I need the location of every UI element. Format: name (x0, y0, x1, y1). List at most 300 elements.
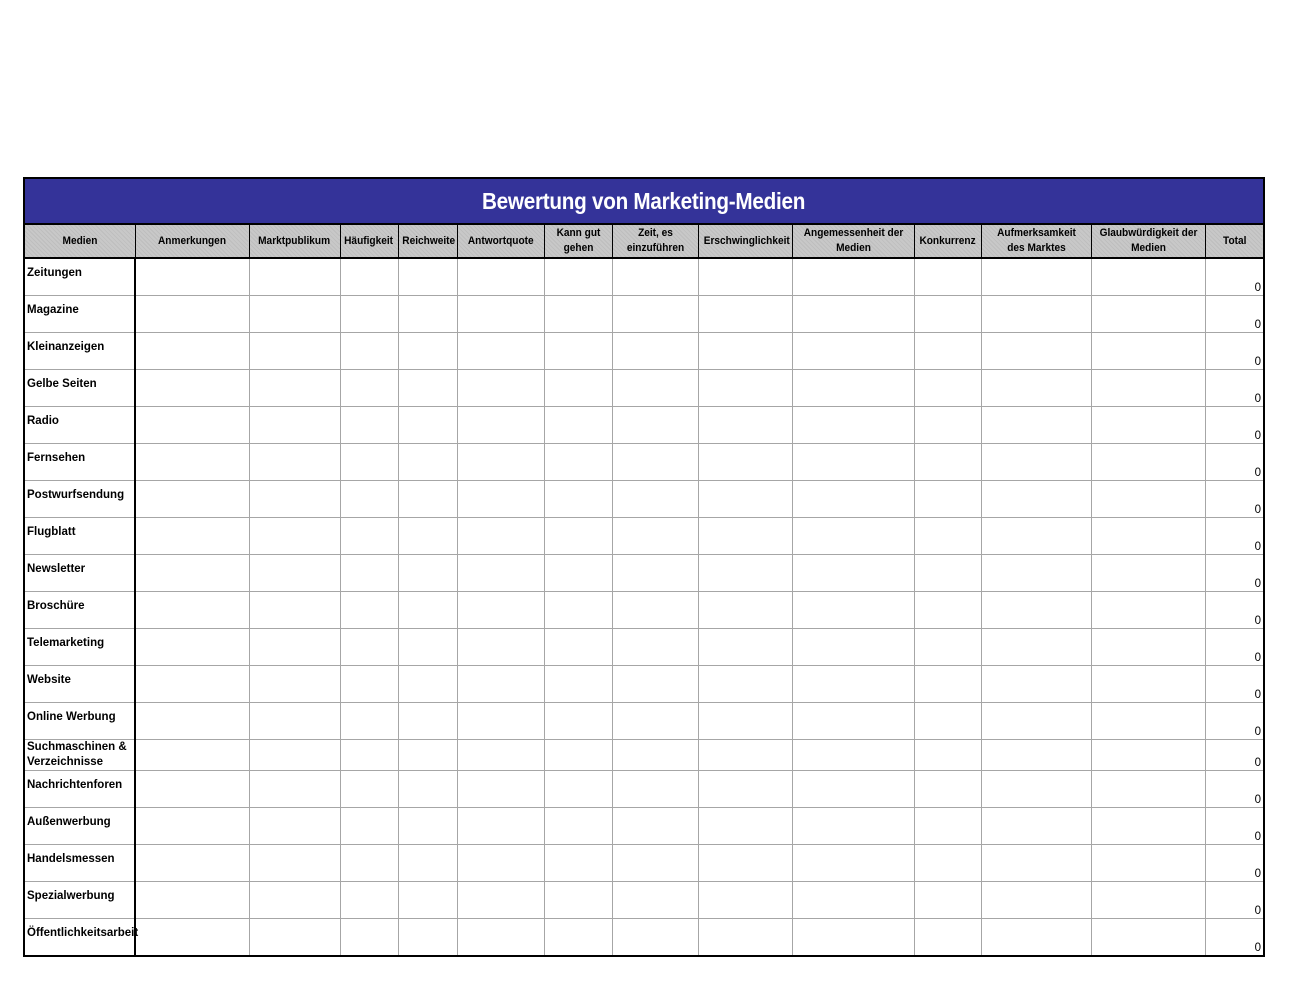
media-name-cell: Radio (25, 407, 135, 444)
table-row (25, 808, 1263, 845)
rating-cell-zeit-einzufuehren[interactable] (612, 258, 698, 296)
rating-cell-haeufigkeit[interactable] (340, 592, 398, 629)
column-header-haeufigkeit[interactable] (340, 225, 398, 258)
rating-cell-antwortquote[interactable] (457, 258, 544, 296)
rating-cell-reichweite[interactable] (398, 481, 457, 518)
total-cell: 0 (1205, 882, 1263, 919)
column-header-label: Marktpublikum (258, 234, 331, 247)
rating-cell-haeufigkeit[interactable] (340, 333, 398, 370)
media-name-cell: Öffentlichkeitsarbeit (25, 919, 135, 956)
rating-cell-anmerkungen[interactable] (135, 882, 249, 919)
rating-cell-haeufigkeit[interactable] (340, 740, 398, 771)
rating-cell-zeit-einzufuehren[interactable] (612, 629, 698, 666)
rating-cell-anmerkungen[interactable] (135, 258, 249, 296)
rating-cell-erschwinglichkeit[interactable] (698, 555, 792, 592)
rating-cell-zeit-einzufuehren[interactable] (612, 555, 698, 592)
rating-cell-antwortquote[interactable] (457, 296, 544, 333)
rating-cell-kann-gut-gehen[interactable] (544, 882, 612, 919)
rating-cell-antwortquote[interactable] (457, 333, 544, 370)
rating-cell-kann-gut-gehen[interactable] (544, 771, 612, 808)
media-name-cell: Handelsmessen (25, 845, 135, 882)
rating-cell-anmerkungen[interactable] (135, 919, 249, 956)
media-evaluation-sheet (23, 177, 1265, 957)
rating-cell-antwortquote[interactable] (457, 845, 544, 882)
rating-cell-zeit-einzufuehren[interactable] (612, 771, 698, 808)
rating-cell-kann-gut-gehen[interactable] (544, 808, 612, 845)
rating-cell-aufmerksamkeit[interactable] (981, 258, 1091, 296)
rating-cell-angemessenheit[interactable] (792, 740, 914, 771)
rating-cell-glaubwuerdigkeit[interactable] (1091, 740, 1205, 771)
rating-cell-aufmerksamkeit[interactable] (981, 629, 1091, 666)
rating-cell-kann-gut-gehen[interactable] (544, 919, 612, 956)
rating-cell-erschwinglichkeit[interactable] (698, 258, 792, 296)
table-row (25, 845, 1263, 882)
column-header-glaubwuerdigkeit[interactable] (1091, 225, 1205, 258)
column-header-label: Aufmerksamkeit des Marktes (996, 227, 1076, 254)
rating-cell-reichweite[interactable] (398, 444, 457, 481)
rating-cell-zeit-einzufuehren[interactable] (612, 518, 698, 555)
rating-cell-angemessenheit[interactable] (792, 518, 914, 555)
rating-cell-reichweite[interactable] (398, 845, 457, 882)
rating-cell-erschwinglichkeit[interactable] (698, 444, 792, 481)
rating-cell-konkurrenz[interactable] (914, 444, 981, 481)
rating-cell-konkurrenz[interactable] (914, 629, 981, 666)
rating-cell-marktpublikum[interactable] (249, 882, 340, 919)
rating-cell-aufmerksamkeit[interactable] (981, 771, 1091, 808)
total-cell: 0 (1205, 592, 1263, 629)
table-row (25, 919, 1263, 956)
sheet-title: Bewertung von Marketing-Medien (482, 187, 806, 214)
media-name-cell: Gelbe Seiten (25, 370, 135, 407)
rating-cell-antwortquote[interactable] (457, 407, 544, 444)
rating-cell-glaubwuerdigkeit[interactable] (1091, 407, 1205, 444)
rating-cell-glaubwuerdigkeit[interactable] (1091, 919, 1205, 956)
rating-cell-angemessenheit[interactable] (792, 370, 914, 407)
rating-cell-marktpublikum[interactable] (249, 407, 340, 444)
rating-cell-marktpublikum[interactable] (249, 845, 340, 882)
rating-cell-reichweite[interactable] (398, 666, 457, 703)
table-row (25, 555, 1263, 592)
rating-cell-aufmerksamkeit[interactable] (981, 845, 1091, 882)
rating-cell-marktpublikum[interactable] (249, 919, 340, 956)
rating-cell-kann-gut-gehen[interactable] (544, 666, 612, 703)
rating-cell-reichweite[interactable] (398, 808, 457, 845)
media-name-cell: Magazine (25, 296, 135, 333)
rating-cell-zeit-einzufuehren[interactable] (612, 444, 698, 481)
rating-cell-reichweite[interactable] (398, 518, 457, 555)
rating-cell-anmerkungen[interactable] (135, 629, 249, 666)
rating-cell-haeufigkeit[interactable] (340, 629, 398, 666)
column-header-anmerkungen[interactable] (135, 225, 249, 258)
rating-cell-antwortquote[interactable] (457, 592, 544, 629)
total-cell: 0 (1205, 740, 1263, 771)
rating-cell-haeufigkeit[interactable] (340, 845, 398, 882)
media-name-cell: Telemarketing (25, 629, 135, 666)
media-name-cell: Flugblatt (25, 518, 135, 555)
rating-cell-erschwinglichkeit[interactable] (698, 845, 792, 882)
table-row (25, 740, 1263, 771)
rating-cell-marktpublikum[interactable] (249, 370, 340, 407)
rating-cell-reichweite[interactable] (398, 882, 457, 919)
rating-cell-aufmerksamkeit[interactable] (981, 555, 1091, 592)
rating-cell-haeufigkeit[interactable] (340, 444, 398, 481)
rating-cell-angemessenheit[interactable] (792, 808, 914, 845)
media-name-cell: Postwurfsendung (25, 481, 135, 518)
rating-cell-antwortquote[interactable] (457, 444, 544, 481)
total-cell: 0 (1205, 703, 1263, 740)
rating-cell-erschwinglichkeit[interactable] (698, 882, 792, 919)
rating-cell-glaubwuerdigkeit[interactable] (1091, 333, 1205, 370)
rating-cell-angemessenheit[interactable] (792, 444, 914, 481)
rating-cell-haeufigkeit[interactable] (340, 703, 398, 740)
rating-cell-erschwinglichkeit[interactable] (698, 481, 792, 518)
rating-cell-reichweite[interactable] (398, 771, 457, 808)
rating-cell-erschwinglichkeit[interactable] (698, 666, 792, 703)
rating-cell-haeufigkeit[interactable] (340, 555, 398, 592)
rating-cell-glaubwuerdigkeit[interactable] (1091, 258, 1205, 296)
table-row (25, 258, 1263, 296)
rating-cell-antwortquote[interactable] (457, 882, 544, 919)
total-cell: 0 (1205, 296, 1263, 333)
rating-cell-angemessenheit[interactable] (792, 555, 914, 592)
rating-cell-konkurrenz[interactable] (914, 845, 981, 882)
rating-cell-anmerkungen[interactable] (135, 370, 249, 407)
rating-cell-angemessenheit[interactable] (792, 258, 914, 296)
rating-cell-aufmerksamkeit[interactable] (981, 444, 1091, 481)
rating-cell-reichweite[interactable] (398, 703, 457, 740)
rating-cell-erschwinglichkeit[interactable] (698, 771, 792, 808)
total-cell: 0 (1205, 481, 1263, 518)
rating-cell-antwortquote[interactable] (457, 740, 544, 771)
rating-cell-erschwinglichkeit[interactable] (698, 518, 792, 555)
total-cell: 0 (1205, 518, 1263, 555)
rating-cell-konkurrenz[interactable] (914, 666, 981, 703)
rating-cell-erschwinglichkeit[interactable] (698, 919, 792, 956)
table-row (25, 296, 1263, 333)
total-cell: 0 (1205, 555, 1263, 592)
column-header-label: Konkurrenz (919, 234, 976, 247)
rating-cell-zeit-einzufuehren[interactable] (612, 592, 698, 629)
rating-cell-marktpublikum[interactable] (249, 444, 340, 481)
rating-cell-reichweite[interactable] (398, 629, 457, 666)
rating-cell-zeit-einzufuehren[interactable] (612, 296, 698, 333)
rating-cell-angemessenheit[interactable] (792, 407, 914, 444)
rating-cell-kann-gut-gehen[interactable] (544, 629, 612, 666)
rating-cell-marktpublikum[interactable] (249, 592, 340, 629)
rating-cell-aufmerksamkeit[interactable] (981, 919, 1091, 956)
rating-cell-antwortquote[interactable] (457, 666, 544, 703)
rating-cell-erschwinglichkeit[interactable] (698, 592, 792, 629)
rating-cell-anmerkungen[interactable] (135, 481, 249, 518)
rating-cell-zeit-einzufuehren[interactable] (612, 370, 698, 407)
rating-cell-erschwinglichkeit[interactable] (698, 740, 792, 771)
rating-cell-glaubwuerdigkeit[interactable] (1091, 808, 1205, 845)
rating-cell-kann-gut-gehen[interactable] (544, 518, 612, 555)
rating-cell-angemessenheit[interactable] (792, 845, 914, 882)
total-cell: 0 (1205, 808, 1263, 845)
total-cell: 0 (1205, 407, 1263, 444)
column-header-kann-gut-gehen[interactable] (544, 225, 612, 258)
table-row (25, 444, 1263, 481)
column-header-label: Reichweite (401, 234, 455, 247)
rating-cell-glaubwuerdigkeit[interactable] (1091, 370, 1205, 407)
column-header-label: Häufigkeit (344, 234, 394, 247)
table-row (25, 703, 1263, 740)
rating-cell-glaubwuerdigkeit[interactable] (1091, 666, 1205, 703)
rating-cell-haeufigkeit[interactable] (340, 771, 398, 808)
rating-cell-marktpublikum[interactable] (249, 703, 340, 740)
column-header-label: Glaubwürdigkeit der Medien (1099, 227, 1197, 254)
media-name-cell: Außenwerbung (25, 808, 135, 845)
rating-cell-anmerkungen[interactable] (135, 333, 249, 370)
rating-cell-angemessenheit[interactable] (792, 882, 914, 919)
total-cell: 0 (1205, 333, 1263, 370)
rating-cell-zeit-einzufuehren[interactable] (612, 481, 698, 518)
column-header-label: Angemessenheit der Medien (803, 227, 903, 254)
rating-cell-erschwinglichkeit[interactable] (698, 296, 792, 333)
rating-cell-reichweite[interactable] (398, 592, 457, 629)
rating-cell-zeit-einzufuehren[interactable] (612, 666, 698, 703)
rating-cell-konkurrenz[interactable] (914, 518, 981, 555)
column-header-aufmerksamkeit[interactable] (981, 225, 1091, 258)
rating-cell-haeufigkeit[interactable] (340, 666, 398, 703)
rating-cell-erschwinglichkeit[interactable] (698, 333, 792, 370)
rating-cell-erschwinglichkeit[interactable] (698, 370, 792, 407)
column-header-konkurrenz[interactable] (914, 225, 981, 258)
rating-cell-marktpublikum[interactable] (249, 481, 340, 518)
rating-cell-marktpublikum[interactable] (249, 771, 340, 808)
rating-cell-aufmerksamkeit[interactable] (981, 481, 1091, 518)
rating-cell-angemessenheit[interactable] (792, 296, 914, 333)
rating-cell-reichweite[interactable] (398, 296, 457, 333)
rating-cell-glaubwuerdigkeit[interactable] (1091, 481, 1205, 518)
rating-cell-antwortquote[interactable] (457, 629, 544, 666)
rating-cell-angemessenheit[interactable] (792, 333, 914, 370)
rating-cell-glaubwuerdigkeit[interactable] (1091, 629, 1205, 666)
rating-cell-zeit-einzufuehren[interactable] (612, 882, 698, 919)
rating-cell-zeit-einzufuehren[interactable] (612, 407, 698, 444)
rating-cell-glaubwuerdigkeit[interactable] (1091, 518, 1205, 555)
table-row (25, 666, 1263, 703)
media-name-cell: Zeitungen (25, 258, 135, 296)
rating-cell-kann-gut-gehen[interactable] (544, 258, 612, 296)
rating-cell-aufmerksamkeit[interactable] (981, 518, 1091, 555)
column-header-zeit-einzufuehren[interactable] (612, 225, 698, 258)
column-header-label: Erschwinglichkeit (703, 234, 790, 247)
column-header-erschwinglichkeit[interactable] (698, 225, 792, 258)
rating-cell-kann-gut-gehen[interactable] (544, 740, 612, 771)
rating-cell-anmerkungen[interactable] (135, 444, 249, 481)
rating-cell-glaubwuerdigkeit[interactable] (1091, 845, 1205, 882)
rating-cell-kann-gut-gehen[interactable] (544, 481, 612, 518)
rating-cell-anmerkungen[interactable] (135, 740, 249, 771)
rating-cell-konkurrenz[interactable] (914, 296, 981, 333)
rating-cell-haeufigkeit[interactable] (340, 407, 398, 444)
rating-cell-konkurrenz[interactable] (914, 258, 981, 296)
evaluation-table (25, 225, 1263, 955)
rating-cell-konkurrenz[interactable] (914, 407, 981, 444)
rating-cell-anmerkungen[interactable] (135, 771, 249, 808)
rating-cell-erschwinglichkeit[interactable] (698, 703, 792, 740)
rating-cell-glaubwuerdigkeit[interactable] (1091, 444, 1205, 481)
column-header-total[interactable] (1205, 225, 1263, 258)
rating-cell-glaubwuerdigkeit[interactable] (1091, 592, 1205, 629)
rating-cell-zeit-einzufuehren[interactable] (612, 919, 698, 956)
rating-cell-reichweite[interactable] (398, 407, 457, 444)
rating-cell-zeit-einzufuehren[interactable] (612, 740, 698, 771)
rating-cell-aufmerksamkeit[interactable] (981, 333, 1091, 370)
rating-cell-konkurrenz[interactable] (914, 592, 981, 629)
rating-cell-marktpublikum[interactable] (249, 258, 340, 296)
rating-cell-aufmerksamkeit[interactable] (981, 370, 1091, 407)
rating-cell-anmerkungen[interactable] (135, 808, 249, 845)
total-cell: 0 (1205, 629, 1263, 666)
rating-cell-angemessenheit[interactable] (792, 703, 914, 740)
rating-cell-angemessenheit[interactable] (792, 919, 914, 956)
rating-cell-glaubwuerdigkeit[interactable] (1091, 771, 1205, 808)
column-header-angemessenheit[interactable] (792, 225, 914, 258)
media-name-cell: Online Werbung (25, 703, 135, 740)
rating-cell-marktpublikum[interactable] (249, 518, 340, 555)
rating-cell-antwortquote[interactable] (457, 518, 544, 555)
rating-cell-angemessenheit[interactable] (792, 666, 914, 703)
rating-cell-kann-gut-gehen[interactable] (544, 592, 612, 629)
column-header-medien[interactable] (25, 225, 135, 258)
rating-cell-marktpublikum[interactable] (249, 333, 340, 370)
rating-cell-aufmerksamkeit[interactable] (981, 296, 1091, 333)
rating-cell-glaubwuerdigkeit[interactable] (1091, 555, 1205, 592)
total-cell: 0 (1205, 370, 1263, 407)
rating-cell-antwortquote[interactable] (457, 555, 544, 592)
rating-cell-angemessenheit[interactable] (792, 481, 914, 518)
media-name-cell: Nachrichtenforen (25, 771, 135, 808)
rating-cell-marktpublikum[interactable] (249, 808, 340, 845)
rating-cell-reichweite[interactable] (398, 370, 457, 407)
rating-cell-antwortquote[interactable] (457, 481, 544, 518)
column-header-label: Antwortquote (467, 234, 534, 247)
rating-cell-antwortquote[interactable] (457, 808, 544, 845)
rating-cell-haeufigkeit[interactable] (340, 808, 398, 845)
rating-cell-konkurrenz[interactable] (914, 919, 981, 956)
rating-cell-anmerkungen[interactable] (135, 666, 249, 703)
rating-cell-kann-gut-gehen[interactable] (544, 555, 612, 592)
column-header-label: Medien (62, 234, 98, 247)
total-cell: 0 (1205, 258, 1263, 296)
rating-cell-antwortquote[interactable] (457, 919, 544, 956)
rating-cell-kann-gut-gehen[interactable] (544, 845, 612, 882)
rating-cell-anmerkungen[interactable] (135, 296, 249, 333)
rating-cell-haeufigkeit[interactable] (340, 518, 398, 555)
rating-cell-zeit-einzufuehren[interactable] (612, 703, 698, 740)
rating-cell-kann-gut-gehen[interactable] (544, 370, 612, 407)
table-row (25, 771, 1263, 808)
rating-cell-aufmerksamkeit[interactable] (981, 882, 1091, 919)
rating-cell-haeufigkeit[interactable] (340, 481, 398, 518)
rating-cell-erschwinglichkeit[interactable] (698, 407, 792, 444)
table-row (25, 481, 1263, 518)
rating-cell-antwortquote[interactable] (457, 703, 544, 740)
rating-cell-aufmerksamkeit[interactable] (981, 666, 1091, 703)
rating-cell-aufmerksamkeit[interactable] (981, 808, 1091, 845)
rating-cell-konkurrenz[interactable] (914, 333, 981, 370)
rating-cell-zeit-einzufuehren[interactable] (612, 333, 698, 370)
rating-cell-kann-gut-gehen[interactable] (544, 296, 612, 333)
rating-cell-glaubwuerdigkeit[interactable] (1091, 296, 1205, 333)
rating-cell-marktpublikum[interactable] (249, 740, 340, 771)
rating-cell-haeufigkeit[interactable] (340, 919, 398, 956)
column-header-marktpublikum[interactable] (249, 225, 340, 258)
rating-cell-glaubwuerdigkeit[interactable] (1091, 703, 1205, 740)
rating-cell-reichweite[interactable] (398, 555, 457, 592)
column-header-antwortquote[interactable] (457, 225, 544, 258)
rating-cell-angemessenheit[interactable] (792, 629, 914, 666)
rating-cell-angemessenheit[interactable] (792, 592, 914, 629)
rating-cell-marktpublikum[interactable] (249, 629, 340, 666)
total-cell: 0 (1205, 919, 1263, 956)
rating-cell-reichweite[interactable] (398, 919, 457, 956)
column-header-reichweite[interactable] (398, 225, 457, 258)
rating-cell-haeufigkeit[interactable] (340, 258, 398, 296)
rating-cell-konkurrenz[interactable] (914, 555, 981, 592)
rating-cell-konkurrenz[interactable] (914, 808, 981, 845)
rating-cell-marktpublikum[interactable] (249, 296, 340, 333)
media-name-cell: Fernsehen (25, 444, 135, 481)
rating-cell-konkurrenz[interactable] (914, 771, 981, 808)
rating-cell-reichweite[interactable] (398, 258, 457, 296)
rating-cell-anmerkungen[interactable] (135, 518, 249, 555)
rating-cell-aufmerksamkeit[interactable] (981, 407, 1091, 444)
rating-cell-haeufigkeit[interactable] (340, 882, 398, 919)
rating-cell-konkurrenz[interactable] (914, 882, 981, 919)
rating-cell-angemessenheit[interactable] (792, 771, 914, 808)
rating-cell-aufmerksamkeit[interactable] (981, 703, 1091, 740)
rating-cell-anmerkungen[interactable] (135, 555, 249, 592)
rating-cell-marktpublikum[interactable] (249, 555, 340, 592)
rating-cell-aufmerksamkeit[interactable] (981, 740, 1091, 771)
rating-cell-kann-gut-gehen[interactable] (544, 333, 612, 370)
sheet-title-bar (25, 179, 1263, 225)
rating-cell-haeufigkeit[interactable] (340, 370, 398, 407)
rating-cell-reichweite[interactable] (398, 333, 457, 370)
rating-cell-anmerkungen[interactable] (135, 407, 249, 444)
rating-cell-marktpublikum[interactable] (249, 666, 340, 703)
table-row (25, 407, 1263, 444)
table-body (25, 258, 1263, 955)
rating-cell-glaubwuerdigkeit[interactable] (1091, 882, 1205, 919)
rating-cell-anmerkungen[interactable] (135, 592, 249, 629)
rating-cell-konkurrenz[interactable] (914, 370, 981, 407)
rating-cell-erschwinglichkeit[interactable] (698, 808, 792, 845)
rating-cell-antwortquote[interactable] (457, 370, 544, 407)
rating-cell-erschwinglichkeit[interactable] (698, 629, 792, 666)
rating-cell-anmerkungen[interactable] (135, 703, 249, 740)
total-cell: 0 (1205, 666, 1263, 703)
rating-cell-konkurrenz[interactable] (914, 740, 981, 771)
rating-cell-haeufigkeit[interactable] (340, 296, 398, 333)
rating-cell-antwortquote[interactable] (457, 771, 544, 808)
rating-cell-reichweite[interactable] (398, 740, 457, 771)
table-row (25, 333, 1263, 370)
rating-cell-zeit-einzufuehren[interactable] (612, 845, 698, 882)
rating-cell-aufmerksamkeit[interactable] (981, 592, 1091, 629)
rating-cell-kann-gut-gehen[interactable] (544, 703, 612, 740)
rating-cell-konkurrenz[interactable] (914, 703, 981, 740)
rating-cell-kann-gut-gehen[interactable] (544, 407, 612, 444)
rating-cell-zeit-einzufuehren[interactable] (612, 808, 698, 845)
rating-cell-anmerkungen[interactable] (135, 845, 249, 882)
rating-cell-kann-gut-gehen[interactable] (544, 444, 612, 481)
rating-cell-konkurrenz[interactable] (914, 481, 981, 518)
